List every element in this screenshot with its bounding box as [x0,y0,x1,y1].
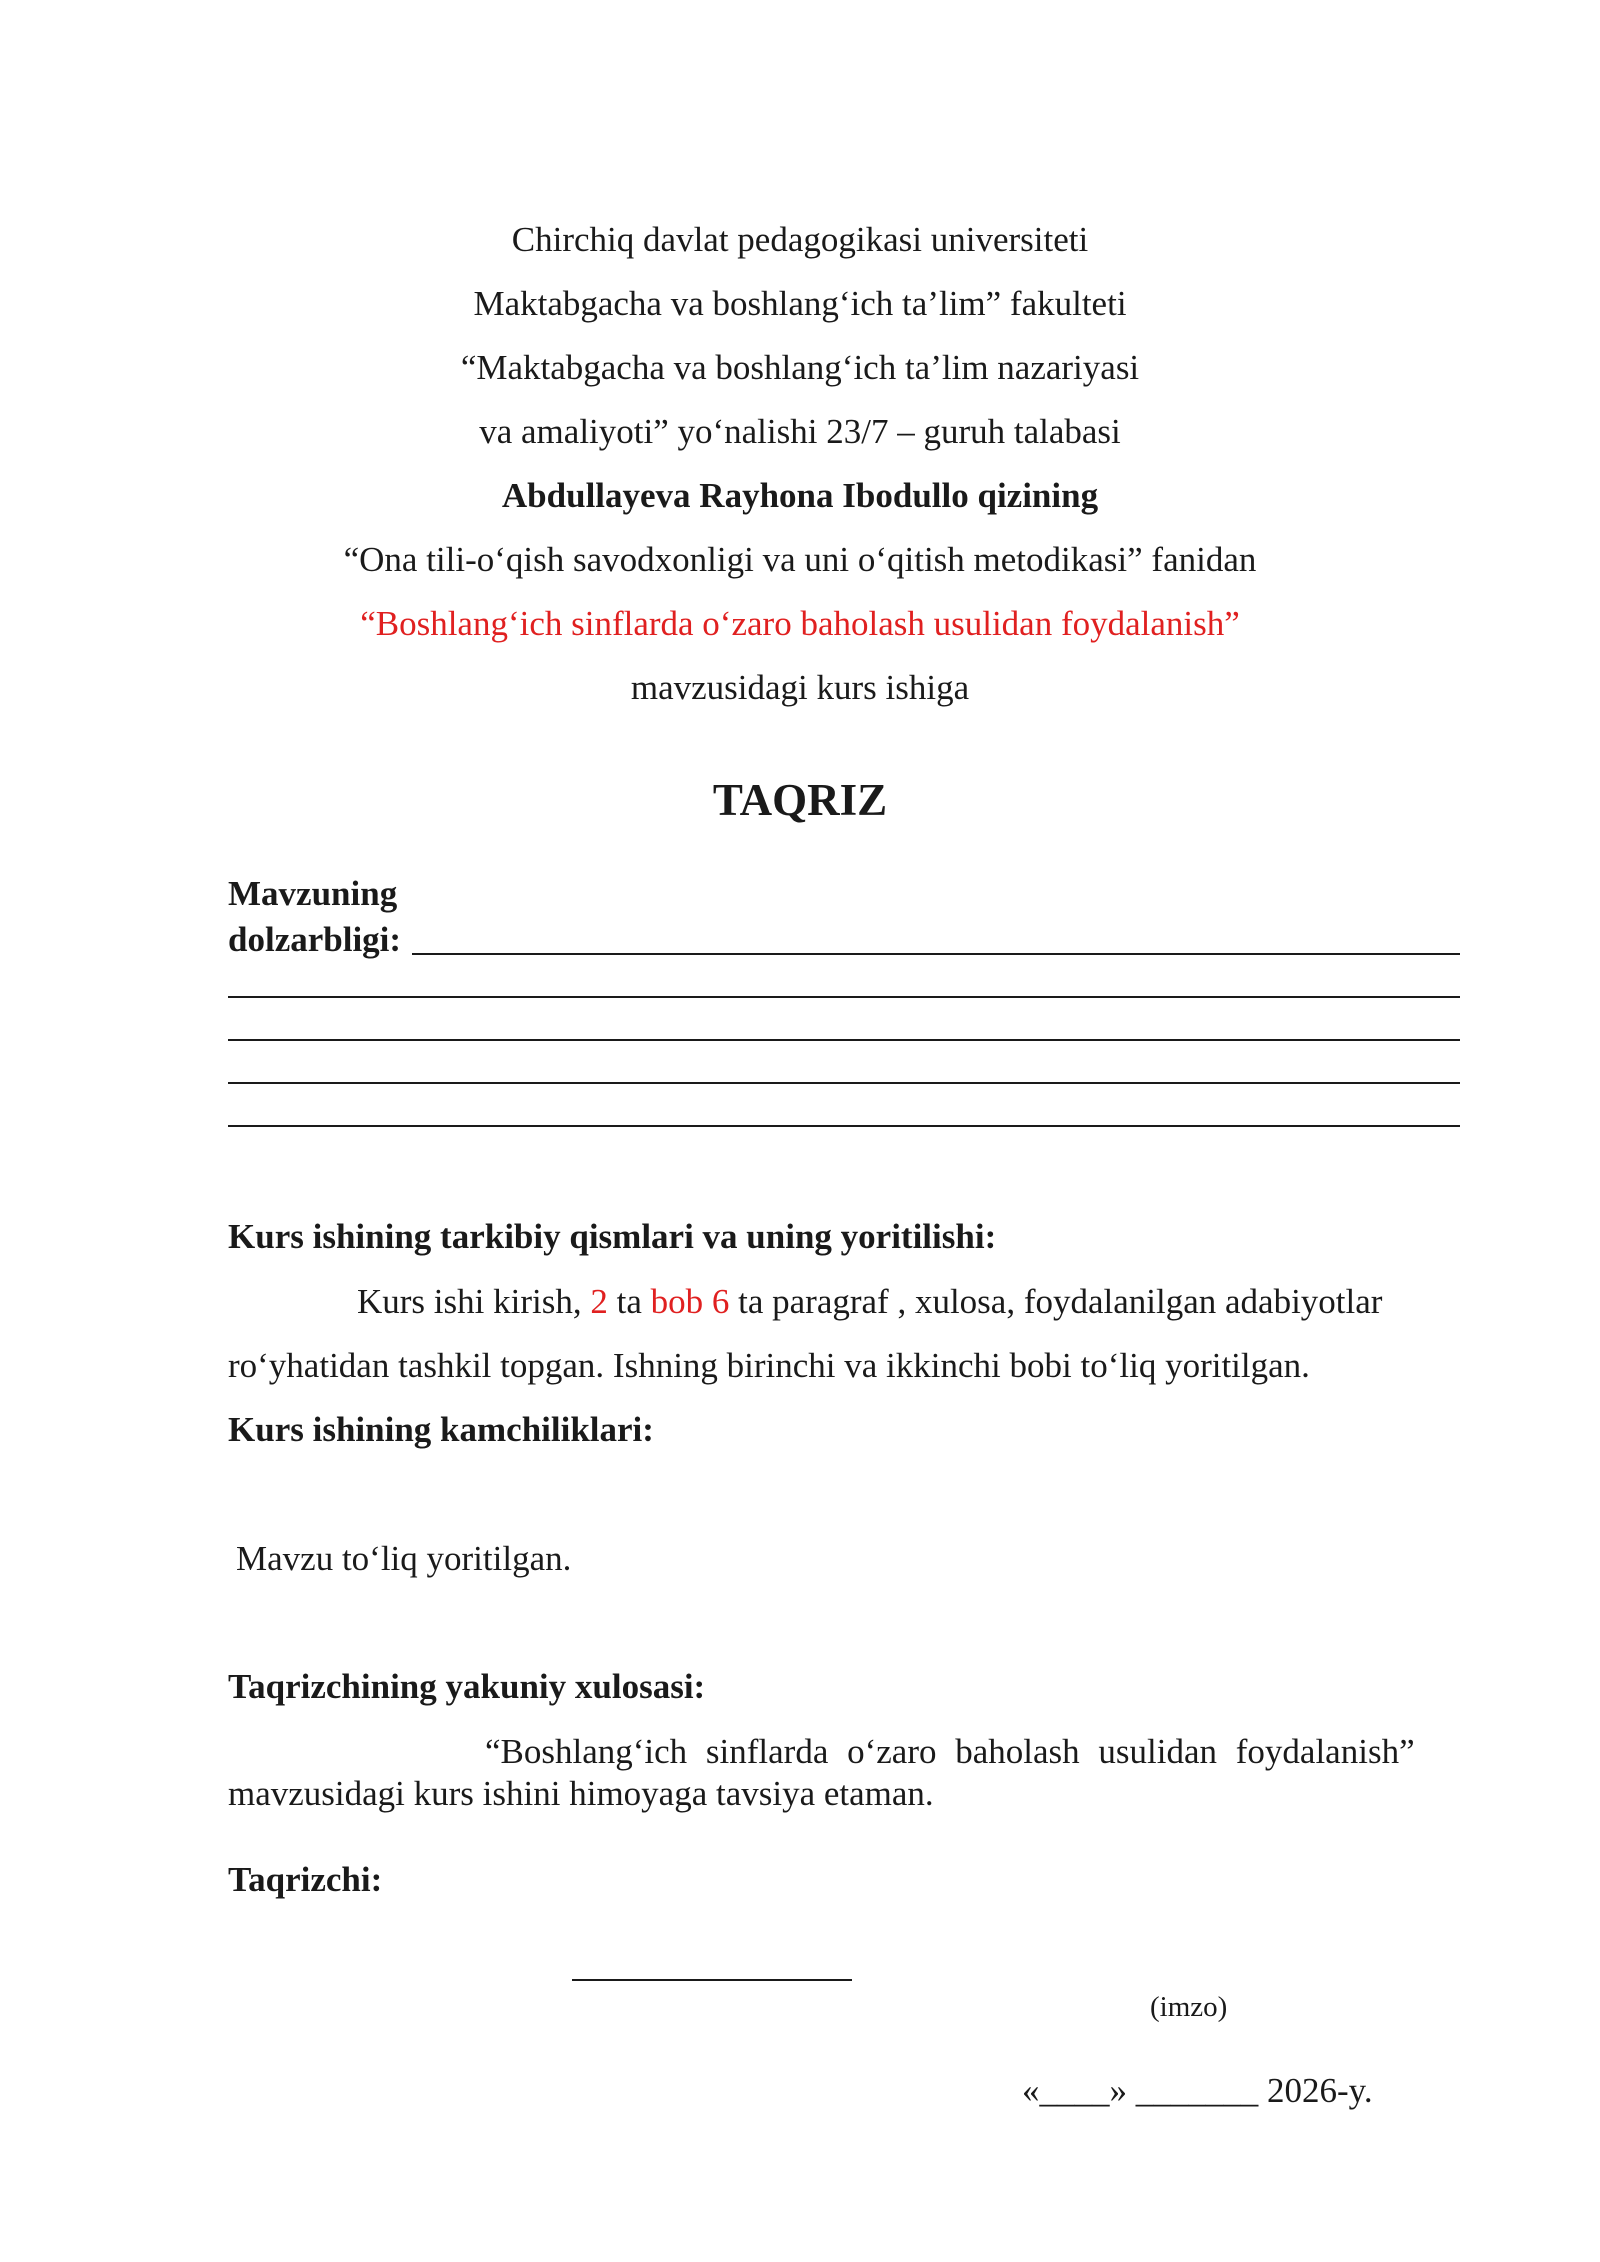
topic-title: “Boshlang‘ich sinflarda o‘zaro baholash usulidan foydalanish” [360,604,1240,643]
conclusion-line1: “Boshlang‘ich sinflarda o‘zaro baholash usulidan foydalanish” [485,1732,1415,1771]
department-line2: va amaliyoti” yo‘nalishi 23/7 – guruh talabasi [479,412,1121,451]
structure-paragraph-line2: ro‘yhatidan tashkil topgan. Ishning birinchi va ikkinchi bobi to‘liq yoritilgan. [228,1346,1310,1385]
paragraph-count: bob 6 [650,1282,730,1321]
faculty-name: Maktabgacha va boshlang‘ich ta’lim” fakulteti [473,284,1127,323]
student-name: Abdullayeva Rayhona Ibodullo qizining [501,476,1099,515]
chapter-count: 2 [590,1282,608,1321]
structure-heading: Kurs ishining tarkibiy qismlari va uning yoritilishi: [228,1217,997,1256]
date-line: «____» _______ 2026-y. [1022,2071,1373,2110]
relevance-blank-line [228,1082,1460,1084]
relevance-label-line2: dolzarbligi: [228,920,402,959]
shortcomings-text: Mavzu to‘liq yoritilgan. [236,1539,572,1578]
structure-text-b: ta [607,1282,651,1321]
structure-paragraph-line1 [357,1284,1382,1319]
relevance-label-line1: Mavzuning [228,874,398,913]
relevance-blank-line [228,996,1460,998]
conclusion-line2: mavzusidagi kurs ishini himoyaga tavsiya etaman. [228,1774,934,1813]
relevance-blank-line [228,1125,1460,1127]
department-line1: “Maktabgacha va boshlang‘ich ta’lim nazariyasi [460,348,1140,387]
relevance-blank-line [228,1039,1460,1041]
signature-caption: (imzo) [1150,1991,1228,2023]
relevance-blank-line [412,953,1460,955]
conclusion-heading: Taqrizchining yakuniy xulosasi: [228,1667,706,1706]
page-title: TAQRIZ [712,775,888,825]
structure-text-a: Kurs ishi kirish, [357,1282,591,1321]
subject-line: “Ona tili-o‘qish savodxonligi va uni o‘qitish metodikasi” fanidan [343,540,1257,579]
signature-line [572,1979,852,1981]
university-name: Chirchiq davlat pedagogikasi universiteti [511,220,1089,259]
topic-suffix: mavzusidagi kurs ishiga [630,668,970,707]
structure-text-c: ta paragraf , xulosa, foydalanilgan adabiyotlar [729,1282,1383,1321]
shortcomings-heading: Kurs ishining kamchiliklari: [228,1410,654,1449]
reviewer-label: Taqrizchi: [228,1860,383,1899]
